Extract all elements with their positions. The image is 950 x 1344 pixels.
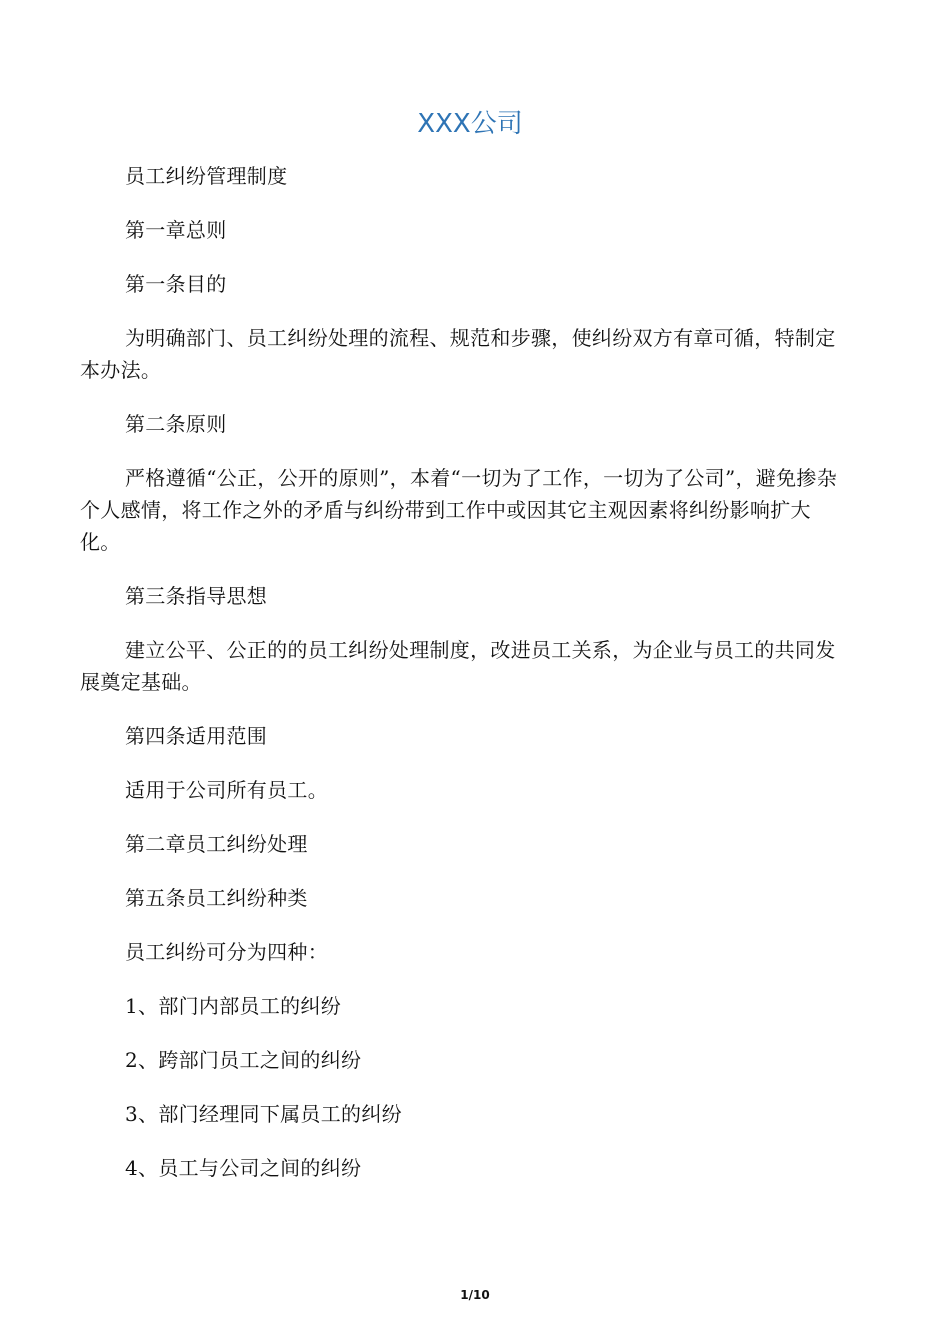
list-item: 2、跨部门员工之间的纠纷 (125, 1048, 362, 1072)
document-subtitle: 员工纠纷管理制度 (125, 164, 288, 188)
article-heading: 第二条原则 (125, 412, 227, 436)
chapter-heading: 第一章总则 (125, 218, 227, 242)
article-heading: 第三条指导思想 (125, 584, 268, 608)
document-title: XXX公司 (417, 109, 523, 139)
chapter-heading: 第二章员工纠纷处理 (125, 832, 308, 856)
article-heading: 第一条目的 (125, 272, 227, 296)
paragraph: 适用于公司所有员工。 (125, 778, 328, 802)
list-item: 4、员工与公司之间的纠纷 (125, 1156, 362, 1180)
article-heading: 第五条员工纠纷种类 (125, 886, 308, 910)
paragraph: 建立公平、公正的的员工纠纷处理制度，改进员工关系，为企业与员工的共同发展奠定基础。 (80, 638, 836, 694)
article-heading: 第四条适用范围 (125, 724, 268, 748)
paragraph: 为明确部门、员工纠纷处理的流程、规范和步骤，使纠纷双方有章可循，特制定本办法。 (80, 326, 836, 382)
paragraph: 员工纠纷可分为四种： (125, 940, 328, 964)
paragraph: 严格遵循“公正，公开的原则”，本着“一切为了工作，一切为了公司”，避免掺杂个人感情，将工作之外的矛盾与纠纷带到工作中或因其它主观因素将纠纷影响扩大化。 (80, 466, 837, 554)
document-body (80, 160, 845, 1206)
list-item: 1、部门内部员工的纠纷 (125, 994, 342, 1018)
page-number: 1/10 (460, 1288, 490, 1302)
list-item: 3、部门经理同下属员工的纠纷 (125, 1102, 402, 1126)
